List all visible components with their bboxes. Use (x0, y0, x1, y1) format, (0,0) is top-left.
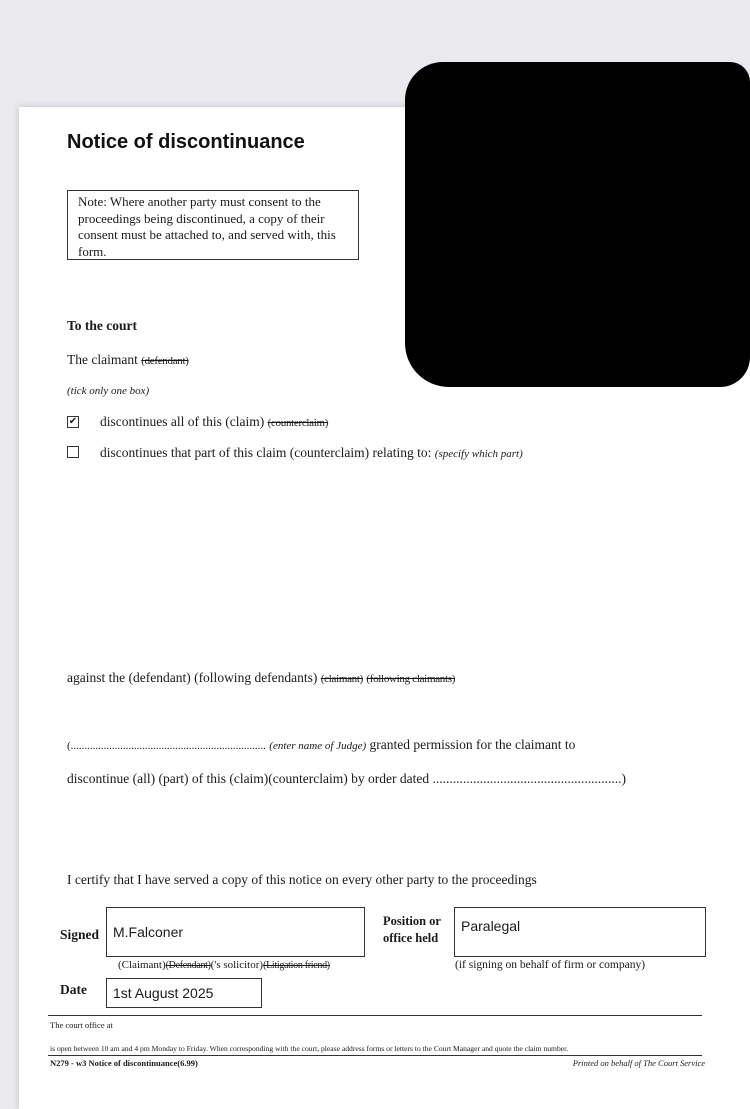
footer-office: The court office at (50, 1020, 113, 1030)
footer-divider-bottom (48, 1055, 702, 1056)
date-field[interactable]: 1st August 2025 (106, 978, 262, 1008)
footer-divider-top (48, 1015, 702, 1016)
printed-by: Printed on behalf of The Court Service (572, 1058, 705, 1068)
option-part-hint: (specify which part) (434, 448, 523, 460)
permission-line-2: discontinue (all) (part) of this (claim)(counterclaim) by order dated ........................................................) (67, 771, 626, 786)
judge-dots: (....................................................................... (67, 740, 266, 752)
option-part (100, 445, 523, 461)
signed-role (118, 959, 330, 971)
permission-text: granted permission for the claimant to (369, 737, 576, 752)
position-label-line2: office held (383, 931, 439, 945)
form-code: N279 - w3 Notice of discontinuance(6.99) (50, 1058, 198, 1068)
position-field[interactable]: Paralegal (454, 907, 706, 957)
tick-instruction: (tick only one box) (67, 385, 150, 397)
footer-hours: is open between 10 am and 4 pm Monday to Friday. When corresponding with the court, please address forms or letters to the Court Manager and quote the claim number. (50, 1044, 569, 1053)
consent-note: Note: Where another party must consent to the proceedings being discontinued, a copy of their consent must be attached to, and served with, this form. (67, 190, 359, 260)
party-claimant: The claimant (67, 352, 138, 367)
position-hint: (if signing on behalf of firm or company) (455, 959, 646, 971)
against-struck-claimant: (claimant) (320, 673, 363, 685)
position-label-line1: Position or (383, 914, 441, 928)
role-solicitor: ('s solicitor) (210, 959, 264, 971)
against-text: against the (defendant) (following defendants) (67, 670, 318, 685)
option-part-label: discontinues that part of this claim (counterclaim) relating to: (100, 445, 432, 460)
role-defendant-struck: (Defendant) (165, 960, 211, 971)
party-line (67, 352, 189, 368)
signed-field[interactable]: M.Falconer (106, 907, 365, 957)
signed-label: Signed (60, 927, 100, 942)
permission-line-1 (67, 737, 575, 753)
option-all-struck: (counterclaim) (267, 417, 329, 429)
to-court-heading: To the court (67, 318, 137, 333)
option-all (100, 414, 328, 430)
position-label (383, 913, 441, 947)
date-label: Date (60, 982, 87, 997)
discontinue-part-checkbox[interactable] (67, 446, 79, 458)
discontinue-all-checkbox[interactable]: ✔ (68, 416, 78, 427)
role-litigation-friend-struck: (Litigation friend) (263, 960, 330, 971)
party-defendant-struck: (defendant) (141, 355, 189, 367)
certify-statement: I certify that I have served a copy of this notice on every other party to the proceedings (67, 872, 537, 887)
against-line (67, 670, 455, 686)
redaction-block (405, 62, 750, 387)
option-all-label: discontinues all of this (claim) (100, 414, 265, 429)
role-claimant: (Claimant) (118, 959, 166, 971)
against-struck-following-claimants: (following claimants) (366, 673, 456, 685)
form-title: Notice of discontinuance (67, 131, 305, 153)
judge-hint: (enter name of Judge) (269, 740, 367, 752)
